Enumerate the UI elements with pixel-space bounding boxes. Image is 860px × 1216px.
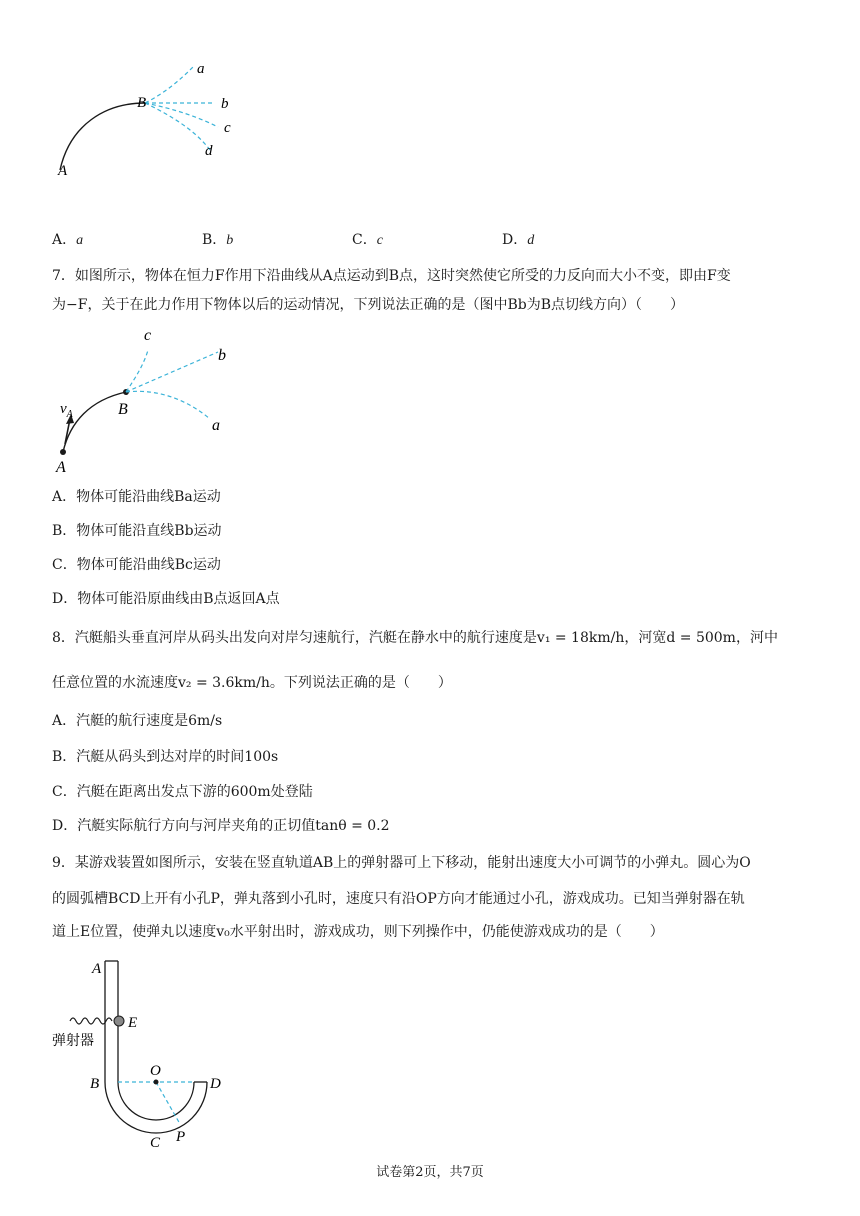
q8-stem-line1: 8．汽艇船头垂直河岸从码头出发向对岸匀速航行，汽艇在静水中的航行速度是v₁ = 18km/h，河宽d = 500m，河中 (52, 630, 778, 646)
q7-option-a: A．物体可能沿曲线Ba运动 (52, 489, 221, 505)
q8-option-b: B．汽艇从码头到达对岸的时间100s (52, 749, 279, 765)
q9-label-O: O (150, 1063, 161, 1079)
q6-label-c: c (224, 120, 231, 136)
q7-label-a: a (212, 417, 220, 434)
q7-stem-line2: 为−F，关于在此力作用下物体以后的运动情况，下列说法正确的是（图中Bb为B点切线方向）（ ） (52, 297, 684, 313)
q9-stem-line2: 的圆弧槽BCD上开有小孔P，弹丸落到小孔时，速度只有沿OP方向才能通过小孔，游戏成功。已知当弹射器在轨 (52, 891, 745, 907)
q6-dashed-d (145, 103, 210, 150)
q7-dashed-b (126, 352, 218, 392)
q9-stem-line3: 道上E位置，使弹丸以速度v₀水平射出时，游戏成功，则下列操作中，仍能使游戏成功的是（ ） (52, 924, 664, 940)
q9-point-O (154, 1080, 159, 1085)
q6-curve-AB (60, 103, 145, 170)
q6-label-b: b (221, 96, 229, 112)
q9-label-P: P (176, 1129, 186, 1145)
page-footer: 试卷第2页，共7页 (376, 1165, 484, 1180)
q8-option-d: D．汽艇实际航行方向与河岸夹角的正切值tanθ = 0.2 (52, 818, 390, 834)
q7-label-v: $v_A$ (60, 401, 73, 420)
q9-label-B: B (90, 1076, 100, 1092)
q7-label-A: A (56, 459, 66, 472)
q6-dashed-a (145, 67, 193, 103)
q9-label-E: E (128, 1015, 138, 1031)
q8-option-c: C．汽艇在距离出发点下游的600m处登陆 (52, 784, 313, 800)
q6-option-b: B．b (202, 232, 234, 248)
q7-dashed-a (126, 391, 210, 419)
q8-option-a: A．汽艇的航行速度是6m/s (52, 713, 223, 729)
q9-label-A: A (92, 961, 102, 977)
q6-option-c: C．c (352, 232, 383, 248)
q9-label-C: C (150, 1135, 161, 1151)
q7-figure (50, 322, 250, 472)
q7-label-B: B (118, 401, 128, 418)
q9-stem-line1: 9．某游戏装置如图所示，安装在竖直轨道AB上的弹射器可上下移动，能射出速度大小可调节的小弹丸。圆心为O (52, 855, 751, 871)
q7-point-A (60, 449, 66, 455)
q7-option-d: D．物体可能沿原曲线由B点返回A点 (52, 591, 280, 607)
q6-label-a: a (197, 61, 205, 77)
q6-label-B: B (137, 95, 147, 111)
q9-figure (50, 955, 250, 1155)
q9-label-D: D (210, 1076, 221, 1092)
q7-dashed-c (126, 350, 148, 392)
q8-stem-line2: 任意位置的水流速度v₂ = 3.6km/h。下列说法正确的是（ ） (52, 675, 452, 691)
q9-track-inner (118, 961, 194, 1120)
q7-label-c: c (144, 327, 152, 344)
q6-option-a: A．a (52, 232, 84, 248)
q6-dashed-c (145, 103, 218, 127)
q6-label-A: A (58, 163, 68, 179)
q9-spring (70, 1018, 112, 1024)
q7-label-b: b (218, 347, 226, 364)
q9-track-outer (105, 961, 207, 1133)
q9-ball-E (114, 1016, 124, 1026)
q7-option-c: C．物体可能沿曲线Bc运动 (52, 557, 221, 573)
q6-figure (50, 55, 250, 185)
q9-label-launcher: 弹射器 (52, 1033, 94, 1049)
q7-stem-line1: 7．如图所示，物体在恒力F作用下沿曲线从A点运动到B点，这时突然使它所受的力反向而大小不变，即由F变 (52, 268, 731, 284)
q6-option-d: D．d (502, 232, 535, 248)
q6-label-d: d (205, 143, 213, 159)
q7-option-b: B．物体可能沿直线Bb运动 (52, 523, 222, 539)
